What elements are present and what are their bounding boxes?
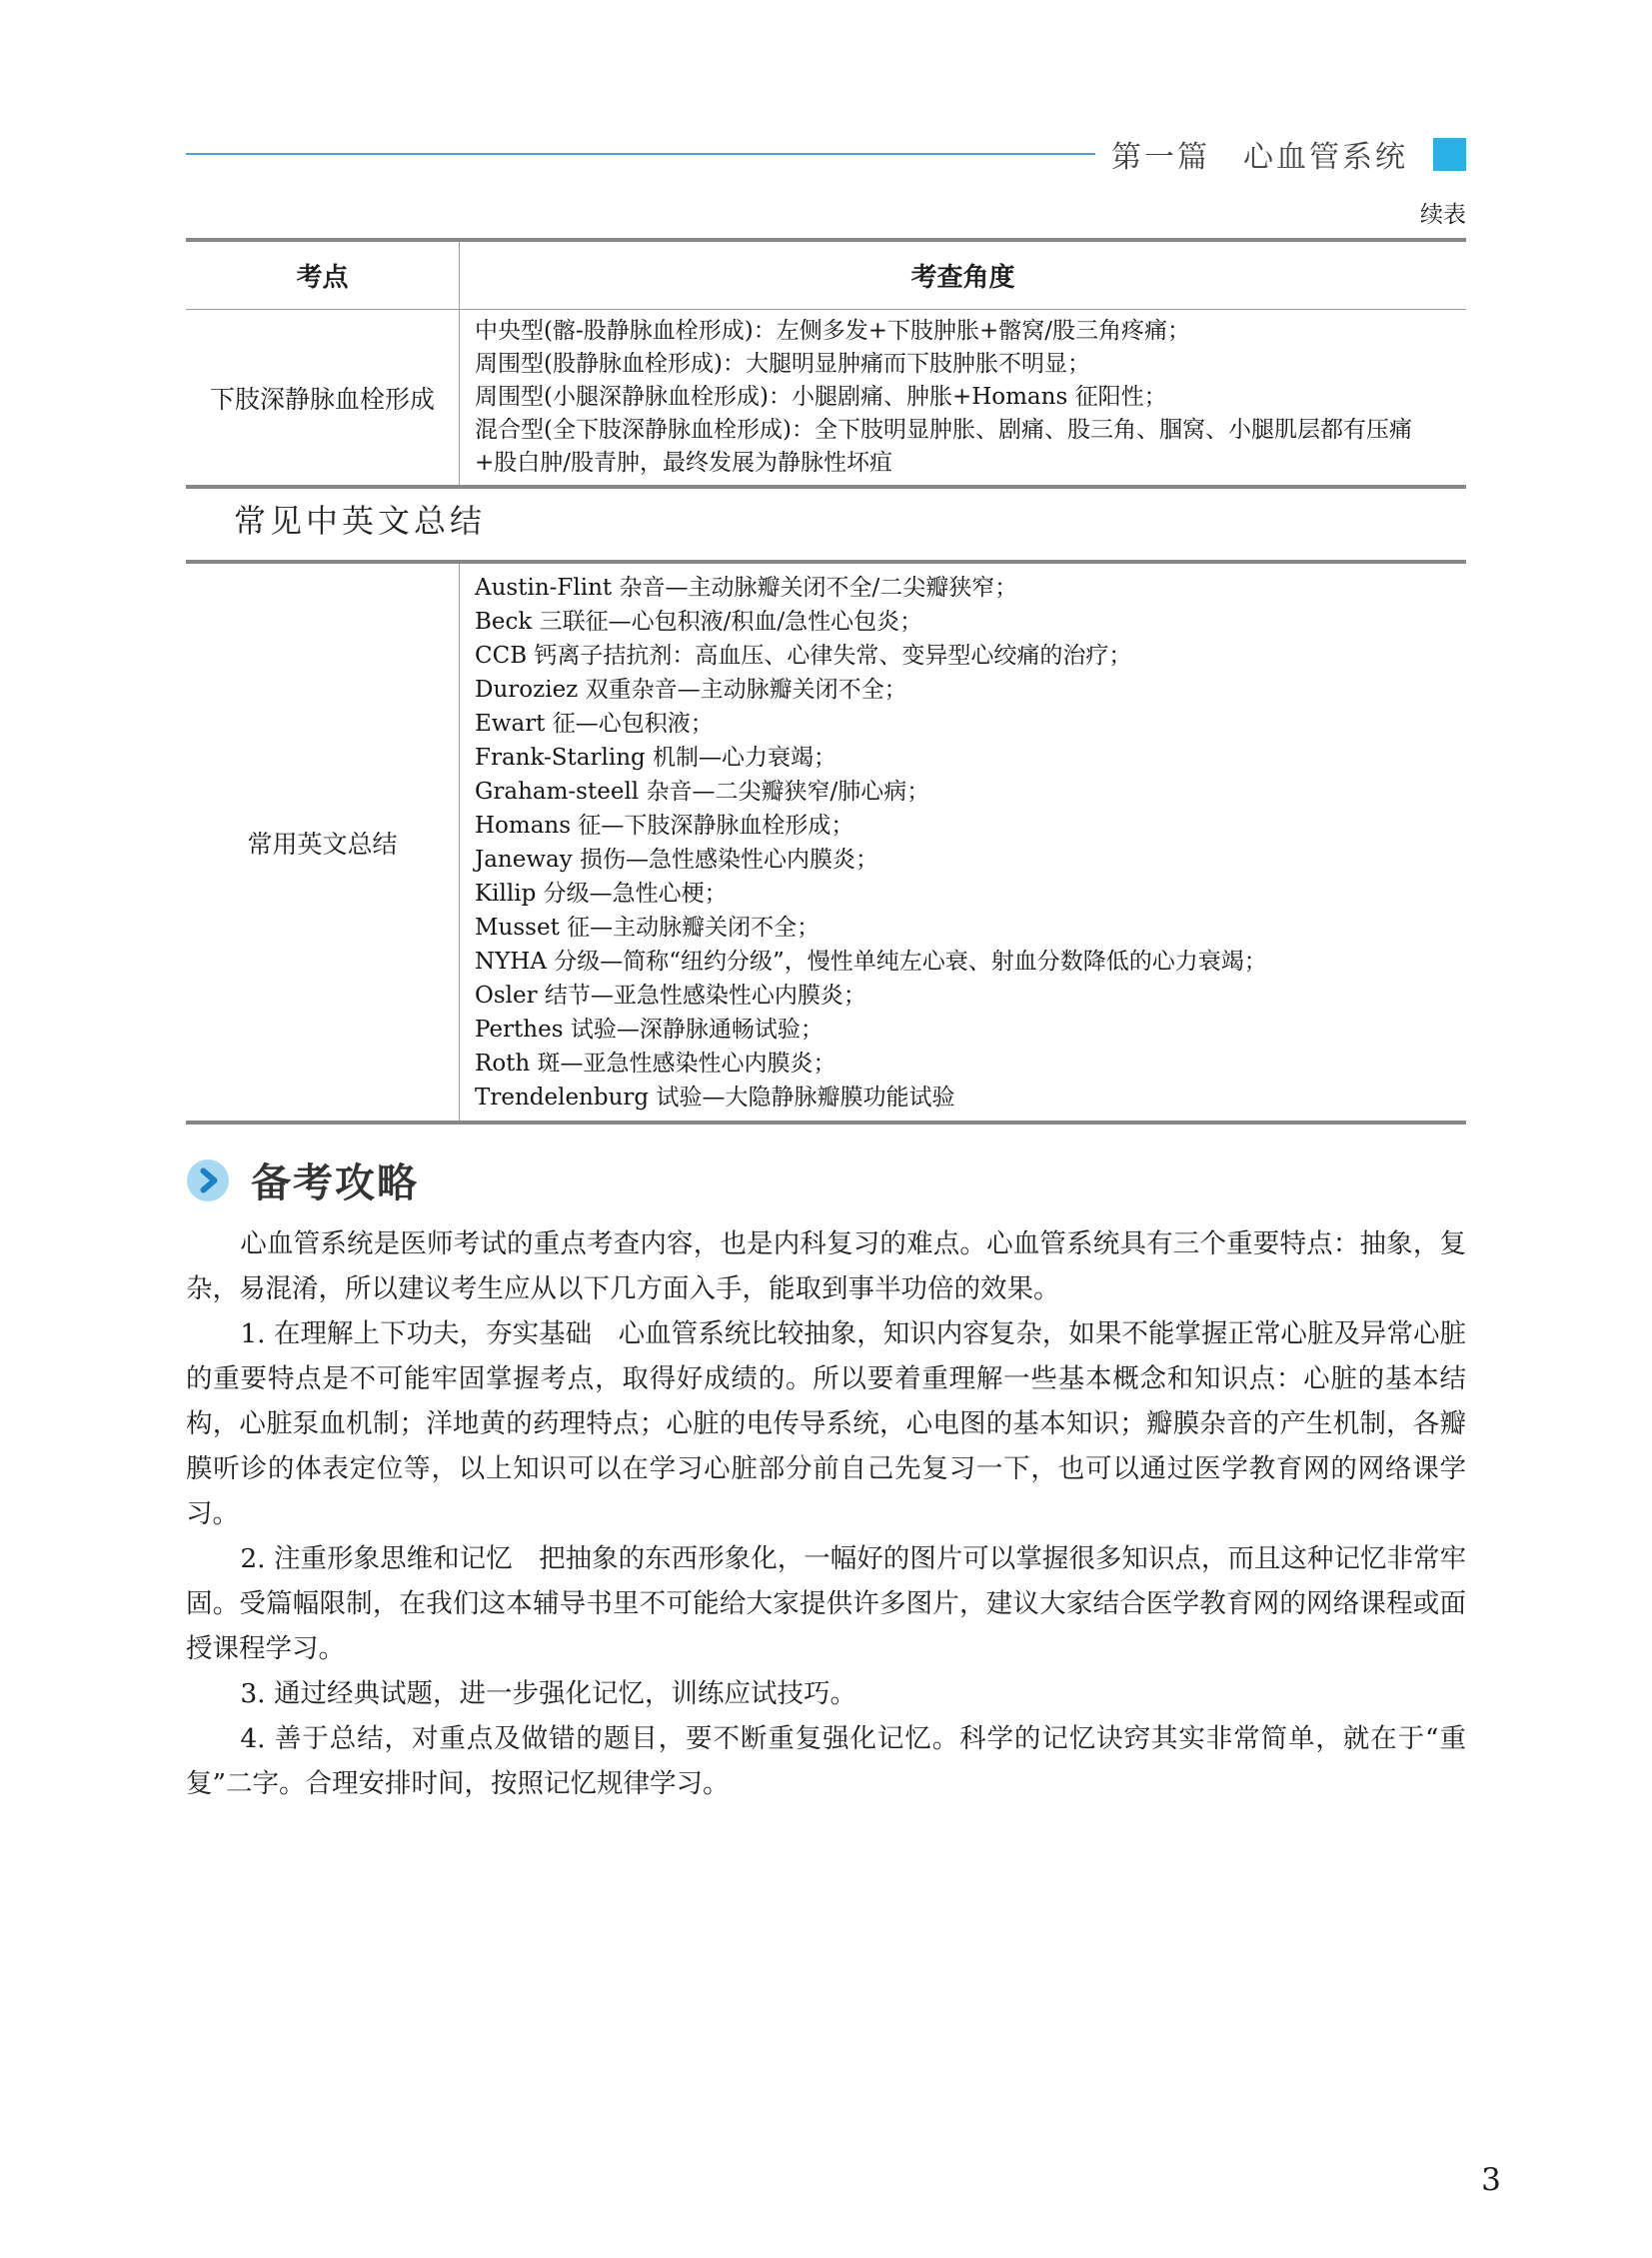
term-line: Duroziez 双重杂音—主动脉瓣关闭不全；	[475, 677, 907, 703]
strategy-paragraphs	[186, 1221, 1466, 1806]
term-line: Homans 征—下肢深静脉血栓形成；	[475, 813, 854, 839]
table-continued-note: 续表	[1420, 202, 1466, 228]
strategy-paragraph: 4. 善于总结，对重点及做错的题目，要不断重复强化记忆。科学的记忆诀窍其实非常简单，就在于“重复”二字。合理安排时间，按照记忆规律学习。	[186, 1723, 1466, 1799]
content-cell	[460, 564, 1466, 1121]
topic-cell: 下肢深静脉血栓形成	[186, 310, 460, 485]
content-line: 周围型(小腿深静脉血栓形成)：小腿剧痛、肿胀+Homans 征阳性；	[475, 384, 1167, 410]
term-line: Perthes 试验—深静脉通畅试验；	[475, 1017, 824, 1043]
term-line: Osler 结节—亚急性感染性心内膜炎；	[475, 983, 866, 1009]
term-line: Austin-Flint 杂音—主动脉瓣关闭不全/二尖瓣狭窄；	[475, 575, 1018, 601]
header-rule	[186, 153, 1095, 155]
column-header-exam-angle: 考查角度	[910, 263, 1015, 293]
strategy-paragraph: 心血管系统是医师考试的重点考查内容，也是内科复习的难点。心血管系统具有三个重要特点：抽象，复杂，易混淆，所以建议考生应从以下几方面入手，能取到事半功倍的效果。	[186, 1228, 1466, 1304]
term-line: NYHA 分级—简称“纽约分级”，慢性单纯左心衰、射血分数降低的心力衰竭；	[475, 949, 1267, 975]
content-cell	[460, 310, 1466, 485]
content-line: 周围型(股静脉血栓形成)：大腿明显肿痛而下肢肿胀不明显；	[475, 351, 1090, 377]
section-heading: 常见中英文总结	[234, 502, 487, 540]
topic-cell: 常用英文总结	[186, 564, 460, 1121]
term-line: Killip 分级—急性心梗；	[475, 881, 728, 907]
strategy-paragraph: 2. 注重形象思维和记忆 把抽象的东西形象化，一幅好的图片可以掌握很多知识点，而且这种记忆非常牢固。受篇幅限制，在我们这本辅导书里不可能给大家提供许多图片，建议大家结合医学教育网的网络课程或面授课程学习。	[186, 1543, 1466, 1664]
term-line: Musset 征—主动脉瓣关闭不全；	[475, 915, 821, 941]
content-line: 混合型(全下肢深静脉血栓形成)：全下肢明显肿胀、剧痛、股三角、腘窝、小腿肌层都有压痛+股白肿/股青肿，最终发展为静脉性坏疽	[475, 417, 1412, 476]
term-line: Graham-steell 杂音—二尖瓣狭窄/肺心病；	[475, 779, 930, 805]
term-line: Beck 三联征—心包积液/积血/急性心包炎；	[475, 609, 923, 635]
term-line: Frank-Starling 机制—心力衰竭；	[475, 745, 837, 771]
table-row-english-terms	[186, 564, 1466, 1121]
running-head	[186, 135, 1466, 173]
exam-points-table	[186, 238, 1466, 489]
column-header-exam-point: 考点	[186, 242, 460, 309]
content-line: 中央型(髂-股静脉血栓形成)：左侧多发+下肢肿胀+髂窝/股三角疼痛；	[475, 318, 1191, 344]
strategy-section-header	[187, 1151, 419, 1208]
strategy-paragraph: 3. 通过经典试题，进一步强化记忆，训练应试技巧。	[240, 1678, 857, 1709]
chapter-title: 第一篇 心血管系统	[1111, 140, 1408, 175]
english-terms-table	[186, 560, 1466, 1125]
table-row-dvt	[186, 310, 1466, 485]
term-line: Roth 斑—亚急性感染性心内膜炎；	[475, 1051, 836, 1077]
table-header-row	[186, 242, 1466, 310]
chevron-right-icon	[187, 1159, 229, 1201]
strategy-paragraph: 1. 在理解上下功夫，夯实基础 心血管系统比较抽象，知识内容复杂，如果不能掌握正常心脏及异常心脏的重要特点是不可能牢固掌握考点，取得好成绩的。所以要着重理解一些基本概念和知识点：心脏的基本结构，心脏泵血机制；洋地黄的药理特点；心脏的电传导系统，心电图的基本知识；瓣膜杂音的产生机制，各瓣膜听诊的体表定位等，以上知识可以在学习心脏部分前自己先复习一下，也可以通过医学教育网的网络课学习。	[186, 1318, 1466, 1529]
term-line: Ewart 征—心包积液；	[475, 711, 714, 737]
page-number: 3	[1481, 2162, 1501, 2198]
term-line: Trendelenburg 试验—大隐静脉瓣膜功能试验	[475, 1085, 955, 1111]
strategy-title: 备考攻略	[251, 1160, 419, 1206]
term-line: CCB 钙离子拮抗剂：高血压、心律失常、变异型心绞痛的治疗；	[475, 643, 1132, 669]
header-accent-square	[1433, 138, 1466, 171]
term-line: Janeway 损伤—急性感染性心内膜炎；	[475, 847, 879, 873]
